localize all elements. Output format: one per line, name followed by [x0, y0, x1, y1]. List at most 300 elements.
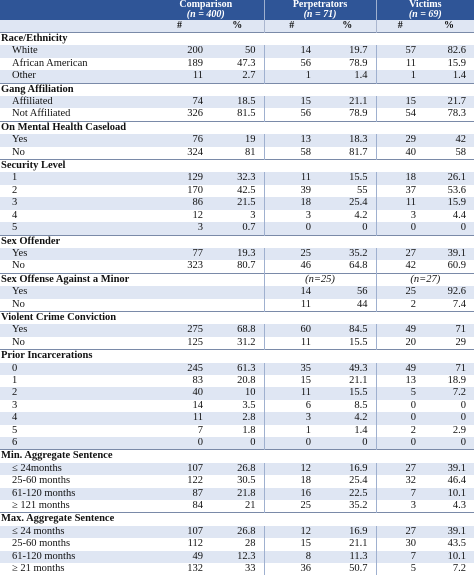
count-cell: 0 [376, 400, 424, 412]
row-label: Yes [0, 248, 148, 260]
percent-cell: 78.9 [349, 57, 368, 69]
section-header-row [0, 350, 474, 363]
section-header-row [0, 160, 474, 173]
count-cell: 3 [148, 222, 211, 235]
count-cell: 125 [187, 336, 203, 348]
count-cell: 29 [376, 134, 424, 146]
percent-cell [211, 299, 264, 312]
percent-cell: 3 [250, 209, 256, 221]
section-header-row [0, 273, 474, 286]
count-cell: 37 [376, 185, 424, 197]
row-label: Yes [0, 324, 148, 336]
percent-cell: 0 [424, 222, 474, 235]
section-title: Prior Incarcerations [0, 350, 148, 363]
percent-cell: 7.4 [452, 298, 467, 310]
percent-cell: 39.1 [424, 248, 474, 260]
section-spacer [148, 450, 474, 463]
count-cell: 11 [376, 197, 424, 209]
header-group-perpetrators: Perpetrators [264, 0, 376, 10]
row-label: 2 [0, 387, 148, 399]
count-cell: 200 [148, 45, 211, 57]
section-spacer [148, 273, 264, 286]
count-cell: 54 [376, 108, 424, 121]
percent-cell: 46.4 [447, 475, 467, 487]
row-label: 1 [0, 172, 148, 184]
count-cell: 12 [264, 463, 319, 475]
percent-cell: 21.5 [211, 197, 264, 209]
section-title: Race/Ethnicity [0, 33, 148, 46]
count-cell: 49 [148, 551, 211, 563]
percent-cell: 20.8 [237, 374, 256, 386]
header-corner [0, 0, 148, 10]
table-row [0, 185, 474, 197]
row-label: 6 [0, 437, 148, 450]
count-cell: 16 [264, 488, 319, 500]
section-header-row [0, 311, 474, 324]
table-row [0, 437, 474, 450]
percent-cell: 21.7 [424, 96, 474, 108]
percent-cell: 16.9 [319, 526, 376, 538]
table-row [0, 425, 474, 437]
count-cell: 324 [187, 146, 203, 158]
count-cell [148, 286, 211, 298]
row-label: 3 [12, 399, 18, 411]
header-row-groups [0, 0, 474, 10]
subheader-count: # [148, 20, 211, 33]
percent-cell: 4.3 [452, 500, 467, 512]
percent-cell: 12.3 [211, 551, 264, 563]
percent-cell: 25.4 [349, 475, 368, 487]
percent-cell: 7.2 [424, 387, 474, 399]
percent-cell: 0 [460, 399, 467, 411]
count-cell: 275 [148, 324, 211, 336]
section-title: On Mental Health Caseload [0, 121, 148, 134]
count-cell: 18 [376, 172, 424, 184]
percent-cell: 31.2 [237, 336, 256, 348]
count-cell: 25 [376, 286, 424, 298]
percent-cell: 4.2 [319, 412, 376, 424]
count-cell: 13 [264, 134, 319, 146]
count-cell: 15 [264, 538, 319, 550]
count-cell: 245 [148, 363, 211, 375]
count-cell: 14 [192, 399, 203, 411]
count-cell: 35 [264, 363, 319, 375]
count-cell: 57 [376, 45, 424, 57]
percent-cell: 42.5 [237, 184, 256, 196]
header-corner [0, 10, 148, 20]
section-title: Security Level [0, 160, 148, 173]
percent-cell: 10 [211, 387, 264, 399]
count-cell: 32 [376, 475, 424, 487]
count-cell: 1 [264, 70, 319, 83]
table-row [0, 45, 474, 57]
section-spacer [148, 235, 474, 248]
section-header-row [0, 83, 474, 96]
table-row [0, 147, 474, 160]
section-header-row [0, 33, 474, 46]
count-cell: 6 [264, 400, 319, 412]
table-row [0, 400, 474, 412]
count-cell: 27 [376, 526, 424, 538]
table-row [0, 286, 474, 298]
percent-cell: 25.4 [319, 197, 376, 209]
count-cell: 0 [264, 222, 319, 235]
row-label: No [12, 298, 25, 310]
row-label: ≥ 121 months [12, 500, 70, 512]
percent-cell: 10.1 [424, 488, 474, 500]
table-row [0, 551, 474, 563]
row-label: 5 [0, 222, 148, 235]
percent-cell: 2.7 [211, 70, 264, 83]
row-label: No [12, 336, 25, 348]
count-cell: 20 [376, 337, 424, 350]
count-cell: 170 [187, 184, 203, 196]
section-title: Sex Offense Against a Minor [0, 273, 148, 286]
percent-cell: 32.3 [211, 172, 264, 184]
row-label: ≥ 21 months [12, 563, 65, 575]
count-cell: 11 [264, 337, 319, 350]
percent-cell: 71 [424, 324, 474, 336]
count-cell: 56 [264, 108, 319, 121]
percent-cell: 7.2 [452, 563, 467, 575]
table-row [0, 324, 474, 336]
count-cell: 77 [148, 248, 211, 260]
count-cell: 60 [264, 324, 319, 336]
section-spacer [148, 83, 474, 96]
percent-cell: 50.7 [349, 563, 368, 575]
row-label: White [0, 45, 148, 57]
count-cell: 83 [192, 374, 203, 386]
subgroup-n-note: (n=25) [264, 273, 376, 286]
count-cell: 12 [192, 209, 203, 221]
row-label: 2 [12, 184, 18, 196]
count-cell: 87 [148, 488, 211, 500]
count-cell: 2 [376, 425, 424, 437]
percent-cell: 1.8 [242, 424, 256, 436]
count-cell: 129 [148, 172, 211, 184]
count-cell: 0 [376, 437, 424, 450]
header-row-subcols [0, 20, 474, 33]
count-cell: 8 [264, 551, 319, 563]
row-label: Yes [0, 134, 148, 146]
percent-cell: 15.9 [424, 197, 474, 209]
table-row [0, 70, 474, 83]
percent-cell: 81.7 [349, 146, 368, 158]
row-label: 25-60 months [12, 538, 71, 550]
count-cell: 58 [264, 147, 319, 160]
count-cell: 3 [376, 210, 424, 222]
percent-cell: 16.9 [319, 463, 376, 475]
count-cell: 11 [264, 172, 319, 184]
count-cell: 46 [264, 260, 319, 273]
subheader-count: # [376, 20, 424, 33]
row-label: 0 [0, 363, 148, 375]
percent-cell: 33 [245, 563, 256, 575]
table-row [0, 58, 474, 70]
table-row [0, 563, 474, 575]
count-cell: 40 [376, 147, 424, 160]
subheader-percent: % [424, 20, 474, 33]
percent-cell: 15.5 [349, 336, 368, 348]
count-cell: 1 [376, 70, 424, 83]
percent-cell: 21.1 [319, 96, 376, 108]
count-cell: 13 [376, 375, 424, 387]
row-label: 4 [12, 209, 18, 221]
row-label: Not Affiliated [12, 108, 71, 120]
count-cell: 0 [376, 222, 424, 235]
table-row [0, 475, 474, 487]
table-row [0, 363, 474, 375]
count-cell: 27 [376, 248, 424, 260]
percent-cell: 29 [455, 336, 467, 348]
percent-cell: 81.5 [237, 108, 256, 120]
count-cell: 7 [376, 488, 424, 500]
table-row [0, 134, 474, 146]
table-row [0, 375, 474, 387]
percent-cell: 15.9 [447, 57, 467, 69]
percent-cell: 8.5 [354, 399, 368, 411]
table-row [0, 538, 474, 550]
subheader-corner [0, 20, 148, 33]
count-cell: 14 [264, 45, 319, 57]
percent-cell: 18.5 [211, 96, 264, 108]
percent-cell: 0.7 [211, 222, 264, 235]
count-cell: 323 [187, 260, 203, 272]
table-row [0, 197, 474, 209]
count-cell: 326 [187, 108, 203, 120]
percent-cell: 21.1 [349, 374, 368, 386]
count-cell: 3 [264, 412, 319, 424]
section-spacer [148, 121, 474, 134]
percent-cell: 78.9 [349, 108, 368, 120]
count-cell: 112 [187, 538, 203, 550]
percent-cell: 10.1 [424, 551, 474, 563]
table-row [0, 526, 474, 538]
percent-cell: 58 [455, 146, 467, 158]
section-title: Violent Crime Conviction [0, 311, 148, 324]
row-label: ≤ 24months [0, 463, 148, 475]
percent-cell: 53.6 [447, 184, 467, 196]
count-cell: 14 [264, 286, 319, 298]
count-cell: 15 [264, 96, 319, 108]
header-n-victims: (n = 69) [376, 10, 474, 20]
count-cell: 107 [148, 463, 211, 475]
count-cell: 11 [148, 412, 211, 424]
table-row [0, 412, 474, 424]
percent-cell: 82.6 [424, 45, 474, 57]
count-cell: 0 [264, 437, 319, 450]
count-cell: 30 [376, 538, 424, 550]
count-cell: 107 [148, 526, 211, 538]
count-cell: 36 [264, 563, 319, 575]
percent-cell: 84.5 [319, 324, 376, 336]
percent-cell: 1.4 [424, 70, 474, 83]
percent-cell: 1.4 [354, 424, 368, 436]
percent-cell: 18.9 [447, 374, 467, 386]
header-row-n [0, 10, 474, 20]
percent-cell: 19 [211, 134, 264, 146]
percent-cell: 78.3 [447, 108, 467, 120]
count-cell: 11 [264, 299, 319, 312]
table-row [0, 222, 474, 235]
percent-cell: 43.5 [447, 538, 467, 550]
percent-cell: 56 [319, 286, 376, 298]
table-row [0, 172, 474, 184]
percent-cell [211, 286, 264, 298]
count-cell: 7 [376, 551, 424, 563]
percent-cell: 11.3 [319, 551, 376, 563]
count-cell: 49 [376, 324, 424, 336]
percent-cell: 26.8 [211, 463, 264, 475]
percent-cell: 35.2 [319, 248, 376, 260]
header-n-comparison: (n = 400) [148, 10, 264, 20]
percent-cell: 68.8 [211, 324, 264, 336]
header-group-victims: Victims [376, 0, 474, 10]
subgroup-n-note: (n=27) [376, 273, 474, 286]
row-label: 61-120 months [0, 551, 148, 563]
count-cell: 27 [376, 463, 424, 475]
percent-cell: 81 [245, 146, 256, 158]
row-label: 3 [0, 197, 148, 209]
percent-cell: 2.8 [211, 412, 264, 424]
percent-cell: 47.3 [237, 57, 256, 69]
percent-cell: 39.1 [424, 463, 474, 475]
percent-cell: 60.9 [447, 260, 467, 272]
count-cell: 49 [376, 363, 424, 375]
percent-cell: 1.4 [319, 70, 376, 83]
table-row [0, 387, 474, 399]
row-label: ≤ 24 months [0, 526, 148, 538]
count-cell: 122 [187, 475, 203, 487]
subheader-percent: % [319, 20, 376, 33]
count-cell: 132 [187, 563, 203, 575]
header-group-comparison: Comparison [148, 0, 264, 10]
table-row [0, 500, 474, 513]
table-row [0, 210, 474, 222]
count-cell: 86 [148, 197, 211, 209]
count-cell: 76 [148, 134, 211, 146]
percent-cell: 28 [245, 538, 256, 550]
row-label: 1 [12, 374, 18, 386]
section-spacer [148, 513, 474, 526]
count-cell: 11 [148, 70, 211, 83]
percent-cell: 61.3 [211, 363, 264, 375]
count-cell: 15 [264, 375, 319, 387]
subheader-count: # [264, 20, 319, 33]
row-label: No [12, 146, 25, 158]
count-cell: 189 [187, 57, 203, 69]
section-title: Sex Offender [0, 235, 148, 248]
count-cell: 11 [264, 387, 319, 399]
count-cell: 5 [376, 563, 424, 575]
percent-cell: 71 [424, 363, 474, 375]
percent-cell: 3.5 [242, 399, 256, 411]
count-cell: 12 [264, 526, 319, 538]
percent-cell: 22.5 [319, 488, 376, 500]
section-spacer [148, 350, 474, 363]
percent-cell: 4.4 [452, 209, 467, 221]
count-cell: 5 [376, 387, 424, 399]
header-n-perpetrators: (n = 71) [264, 10, 376, 20]
section-spacer [148, 160, 474, 173]
count-cell: 18 [264, 475, 319, 487]
row-label: Affiliated [0, 96, 148, 108]
count-cell: 2 [376, 299, 424, 312]
section-spacer [148, 33, 474, 46]
percent-cell: 15.5 [319, 172, 376, 184]
section-header-row [0, 121, 474, 134]
row-label: Yes [0, 286, 148, 298]
section-title: Min. Aggregate Sentence [0, 450, 148, 463]
count-cell [148, 299, 211, 312]
table-row [0, 96, 474, 108]
count-cell: 39 [264, 185, 319, 197]
table-row [0, 337, 474, 350]
percent-cell: 19.3 [211, 248, 264, 260]
count-cell: 0 [148, 437, 211, 450]
section-title: Max. Aggregate Sentence [0, 513, 148, 526]
percent-cell: 80.7 [237, 260, 256, 272]
count-cell: 15 [376, 96, 424, 108]
percent-cell: 21 [245, 500, 256, 512]
row-label: 5 [12, 424, 18, 436]
percent-cell: 0 [424, 437, 474, 450]
count-cell: 3 [376, 500, 424, 513]
percent-cell: 50 [211, 45, 264, 57]
percent-cell: 15.5 [319, 387, 376, 399]
percent-cell: 30.5 [237, 475, 256, 487]
percent-cell: 92.6 [424, 286, 474, 298]
count-cell: 3 [264, 210, 319, 222]
percent-cell: 21.8 [211, 488, 264, 500]
row-label: Other [0, 70, 148, 83]
table-row [0, 488, 474, 500]
row-label: 25-60 months [12, 475, 71, 487]
count-cell: 11 [376, 58, 424, 70]
percent-cell: 18.3 [319, 134, 376, 146]
percent-cell: 26.1 [424, 172, 474, 184]
count-cell: 18 [264, 197, 319, 209]
percent-cell: 55 [357, 184, 368, 196]
percent-cell: 44 [357, 298, 368, 310]
count-cell: 42 [376, 260, 424, 273]
count-cell: 0 [376, 412, 424, 424]
count-cell: 25 [264, 500, 319, 513]
count-cell: 25 [264, 248, 319, 260]
percent-cell: 19.7 [319, 45, 376, 57]
section-title: Gang Affiliation [0, 83, 148, 96]
count-cell: 7 [197, 424, 203, 436]
percent-cell: 39.1 [424, 526, 474, 538]
table-row [0, 463, 474, 475]
percent-cell: 0 [211, 437, 264, 450]
table-row [0, 108, 474, 121]
percent-cell: 49.3 [319, 363, 376, 375]
table-row [0, 248, 474, 260]
subheader-percent: % [211, 20, 264, 33]
row-label: No [12, 260, 25, 272]
percent-cell: 26.8 [211, 526, 264, 538]
count-cell: 1 [264, 425, 319, 437]
section-header-row [0, 450, 474, 463]
section-header-row [0, 235, 474, 248]
section-header-row [0, 513, 474, 526]
percent-cell: 64.8 [349, 260, 368, 272]
section-spacer [148, 311, 474, 324]
percent-cell: 21.1 [349, 538, 368, 550]
row-label: 61-120 months [0, 488, 148, 500]
row-label: African American [12, 57, 88, 69]
